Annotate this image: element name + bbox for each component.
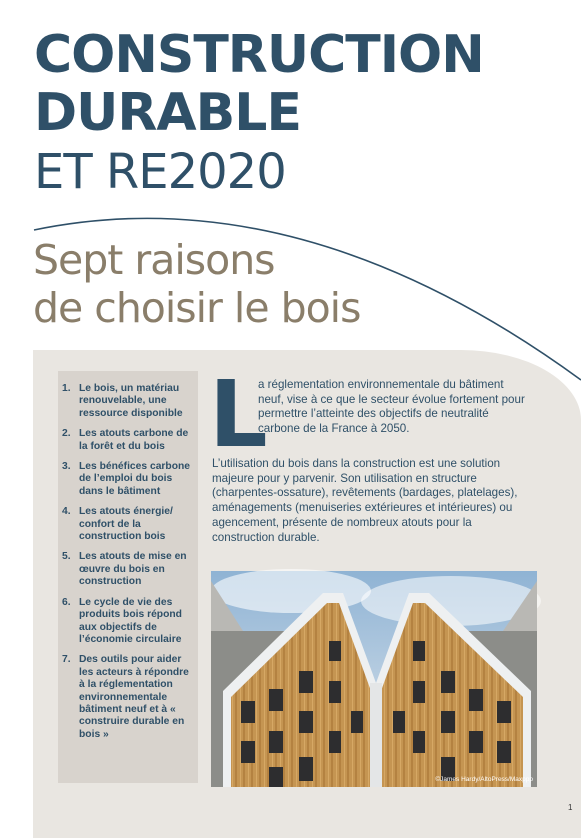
svg-text:L: L [209,361,268,468]
toc-item [62,654,192,741]
building-photo [211,571,537,787]
toc-item-number: 7. [62,654,71,666]
subtitle [33,236,360,332]
subtitle-line-2: de choisir le bois [33,284,361,332]
toc-item-text: Les atouts énergie/ confort de la construction bois [79,506,173,543]
toc-item-text: Le cycle de vie des produits bois répond aux objectifs de l’économie circulaire [79,596,182,645]
toc-item-text: Des outils pour aider les acteurs à répondre à la réglementation environnementale bâtiment neuf et à « construire durable en bois » [79,654,189,740]
toc-item-text: Les atouts de mise en œuvre du bois en construction [79,551,187,588]
toc-item-number: 3. [62,461,71,473]
toc-item-number: 5. [62,551,71,563]
toc-item [62,383,192,420]
body-paragraph: L’utilisation du bois dans la construction est une solution majeure pour y parvenir. Son utilisation en structure (charpentes-ossature), revêtements (bardages, platelages), aménagements (menuiseries extérieures et intérieures) ou agencement, présente de nombreux atouts pour la construction durable. [212,457,518,544]
intro-paragraph: a réglementation environnementale du bâtiment neuf, vise à ce que le secteur évolue fortement pour permettre l’atteinte des objectifs de neutralité carbone de la France à 2050. [258,378,525,436]
title-line-2: DURABLE [34,83,301,143]
photo-credit: ©James Hardy/AltoPress/Maxppp [435,776,533,783]
toc-item-number: 1. [62,383,71,394]
toc-item [62,551,192,588]
toc-list [58,371,198,741]
toc-item-number: 2. [62,428,71,440]
toc-item-number: 4. [62,506,71,518]
toc-item-text: Le bois, un matériau renouvelable, une ressource disponible [79,383,183,419]
title-line-1: CONSTRUCTION [34,25,484,85]
toc-item [62,428,192,453]
page-number: 1 [568,803,573,812]
table-of-contents [58,371,198,783]
drop-cap-letter [209,361,268,468]
toc-item [62,597,192,647]
toc-item [62,461,192,498]
toc-item-text: Les bénéfices carbone de l’emploi du bois dans le bâtiment [79,461,191,497]
subtitle-line-1: Sept raisons [33,236,275,284]
title-line-3: ET RE2020 [34,144,286,200]
toc-item-number: 6. [62,596,71,608]
toc-item-text: Les atouts carbone de la forêt et du bois [79,428,189,452]
toc-item [62,506,192,543]
